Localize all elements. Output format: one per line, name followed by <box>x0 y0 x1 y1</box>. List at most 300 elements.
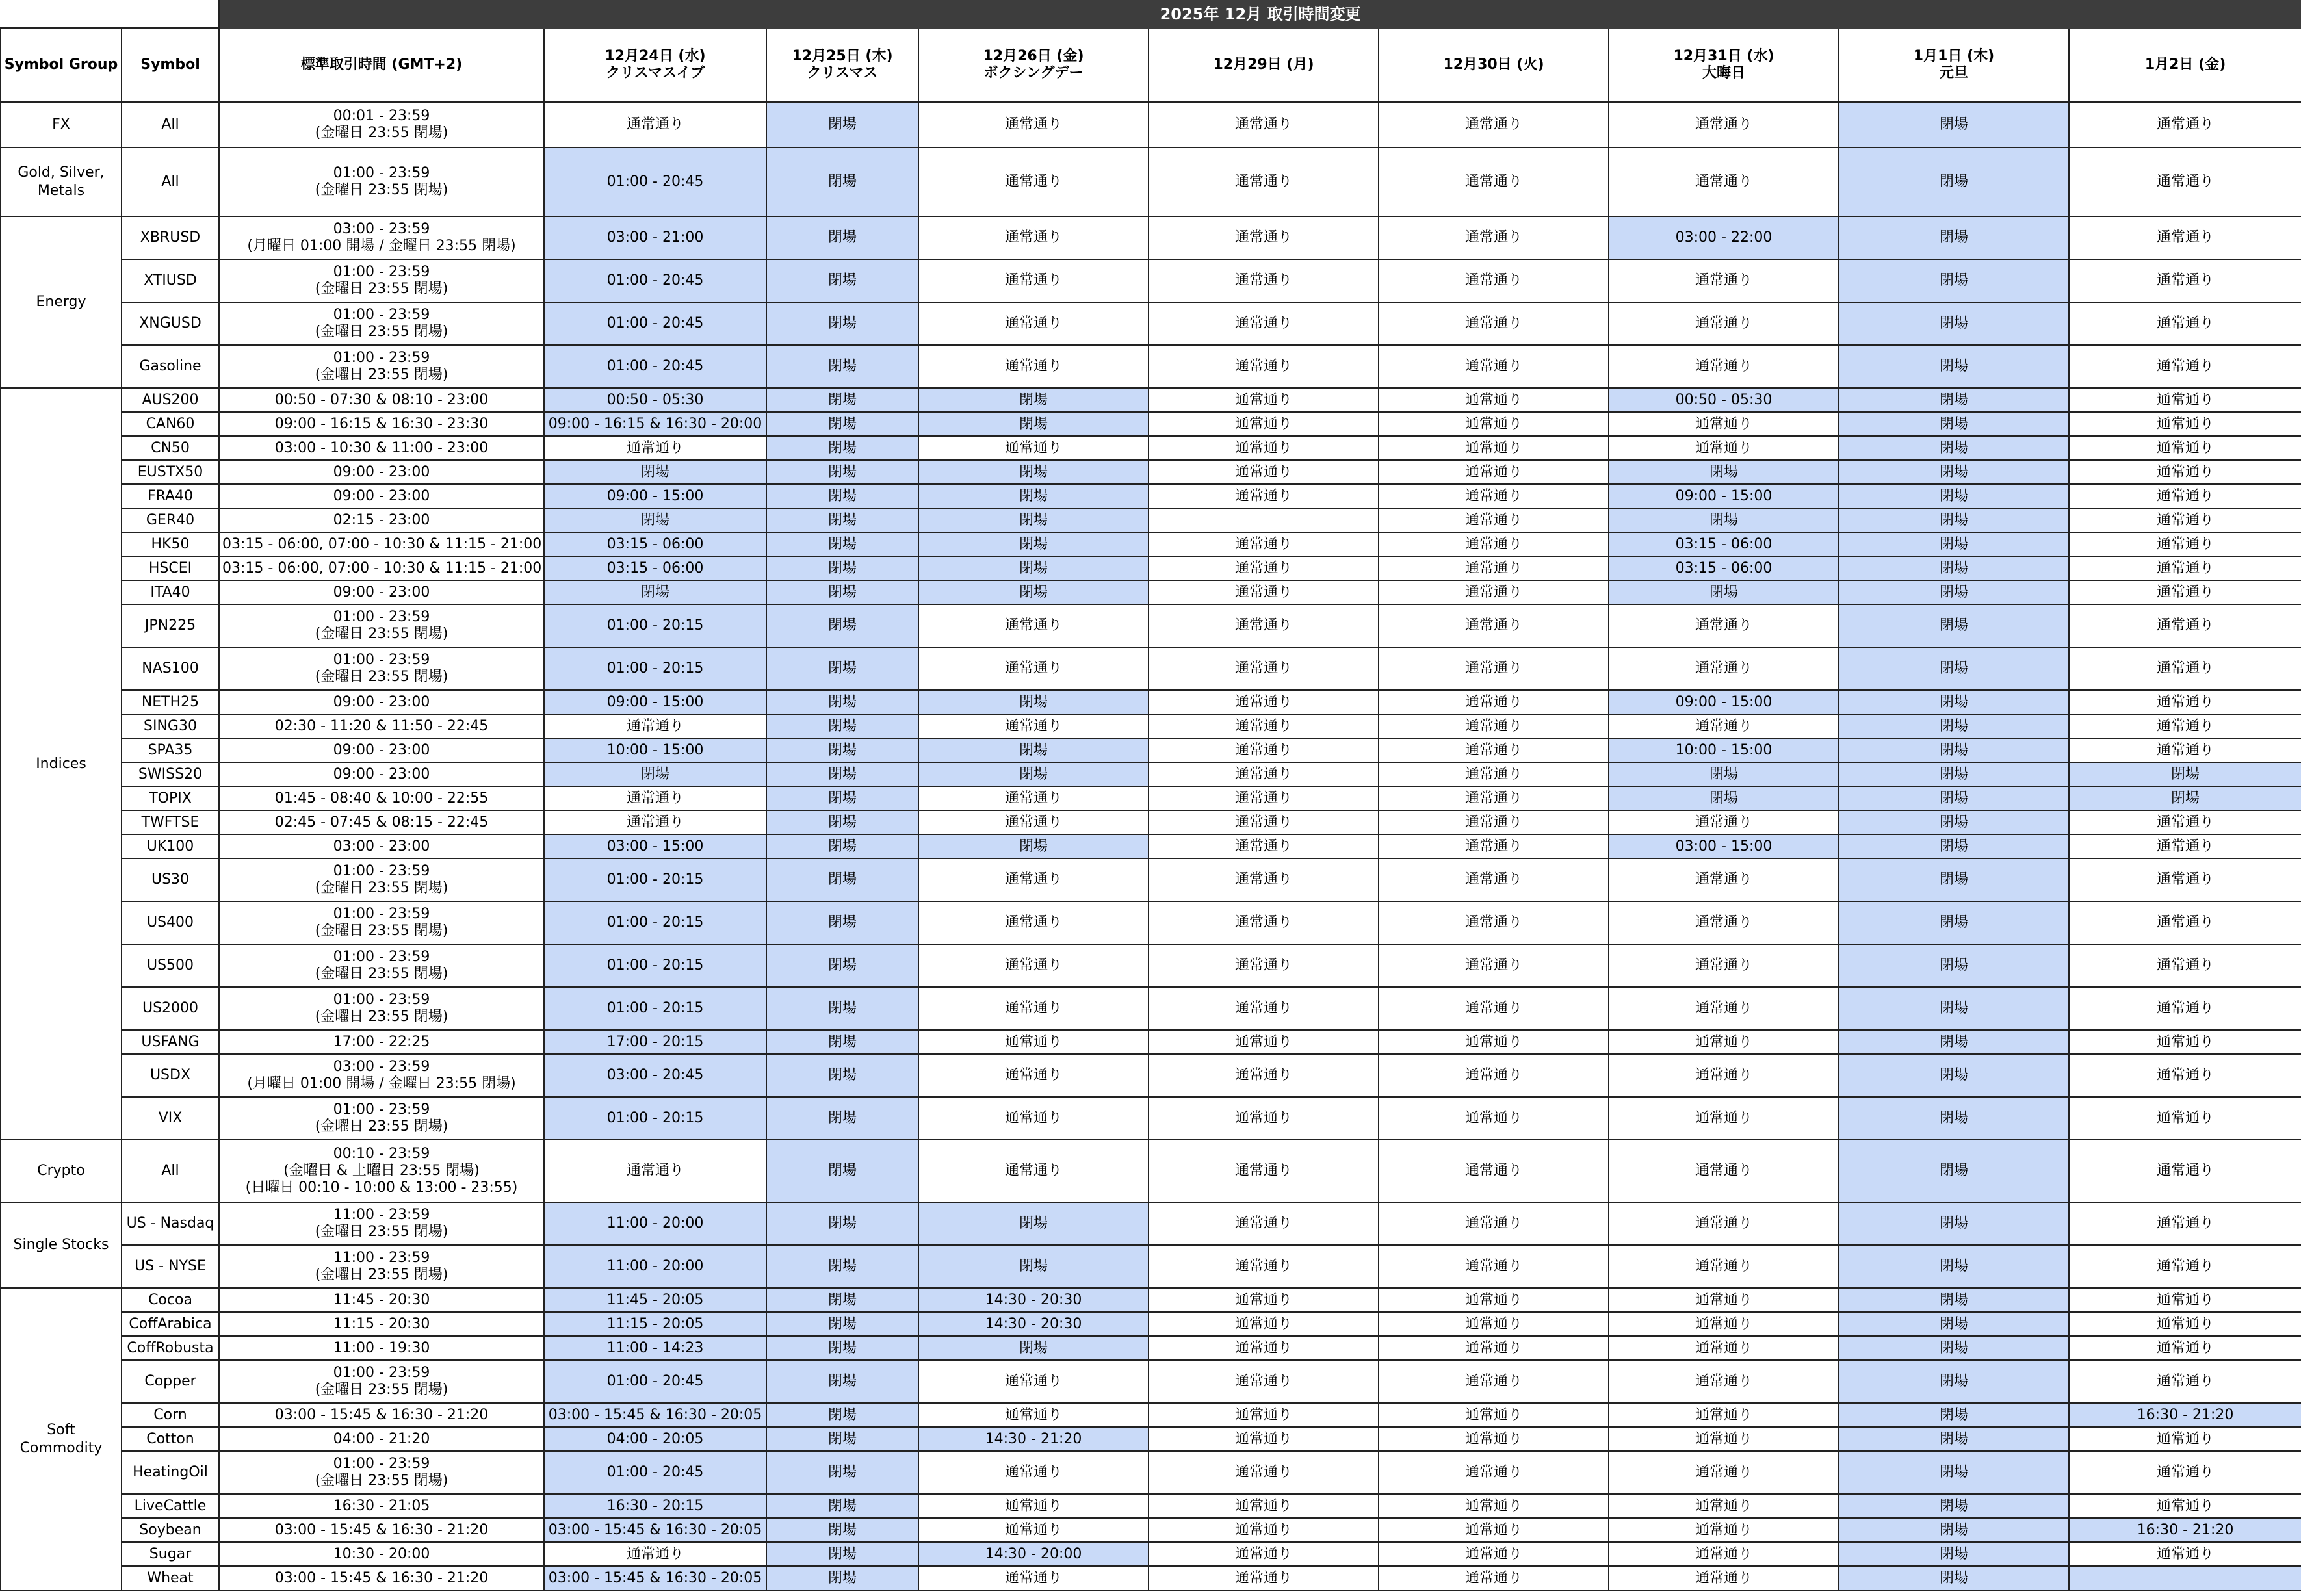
day-status-cell: 通常通り <box>1609 1202 1839 1245</box>
header-day-date: 12月26日 (金) <box>983 48 1084 64</box>
day-status-cell: 閉場 <box>544 460 766 484</box>
day-status-cell: 通常通り <box>1149 580 1379 604</box>
table-row <box>1 259 2301 302</box>
day-status-cell: 閉場 <box>918 532 1149 556</box>
day-status-cell: 通常通り <box>1149 216 1379 259</box>
table-row <box>1 436 2301 460</box>
table-row <box>1 1427 2301 1451</box>
day-status-cell: 通常通り <box>1379 1451 1609 1494</box>
day-status-cell: 閉場 <box>1839 1451 2069 1494</box>
day-status-cell: 通常通り <box>1149 1494 1379 1518</box>
table-row <box>1 580 2301 604</box>
symbol-group-cell: Soft Commodity <box>1 1288 122 1590</box>
day-status-cell: 閉場 <box>766 1542 918 1566</box>
day-status-cell: 通常通り <box>1149 1312 1379 1336</box>
day-status-cell: 閉場 <box>1839 436 2069 460</box>
standard-hours-line: (金曜日 23:55 閉場) <box>315 1382 448 1398</box>
symbol-cell: Gasoline <box>122 345 219 388</box>
day-status-cell: 閉場 <box>544 508 766 532</box>
day-status-cell: 通常通り <box>1149 1288 1379 1312</box>
day-status-cell: 通常通り <box>2069 690 2301 714</box>
day-status-cell: 通常通り <box>918 987 1149 1030</box>
standard-hours-line: 03:15 - 06:00, 07:00 - 10:30 & 11:15 - 21:00 <box>222 560 542 576</box>
day-status-cell: 閉場 <box>766 714 918 738</box>
day-status-cell: 閉場 <box>1839 762 2069 786</box>
standard-hours-cell <box>219 987 544 1030</box>
standard-hours-cell <box>219 1312 544 1336</box>
standard-hours-line: 04:00 - 21:20 <box>333 1430 430 1447</box>
day-status-cell: 14:30 - 20:00 <box>918 1542 1149 1566</box>
day-status-cell: 閉場 <box>918 580 1149 604</box>
day-status-cell: 通常通り <box>1609 1097 1839 1140</box>
day-status-cell: 閉場 <box>918 1202 1149 1245</box>
table-row <box>1 987 2301 1030</box>
day-status-cell: 01:00 - 20:15 <box>544 944 766 987</box>
day-status-cell: 通常通り <box>1149 388 1379 412</box>
standard-hours-line: 01:00 - 23:59 <box>333 1101 430 1118</box>
standard-hours-line: 09:00 - 23:00 <box>333 741 430 758</box>
day-status-cell: 閉場 <box>1839 412 2069 436</box>
standard-hours-line: (金曜日 23:55 閉場) <box>315 125 448 141</box>
standard-hours-line: 09:00 - 16:15 & 16:30 - 23:30 <box>274 415 489 432</box>
day-status-cell: 通常通り <box>1379 1312 1609 1336</box>
day-status-cell: 通常通り <box>2069 810 2301 834</box>
day-status-cell: 通常通り <box>1379 580 1609 604</box>
day-status-cell: 通常通り <box>544 1140 766 1202</box>
symbol-cell: Copper <box>122 1360 219 1403</box>
day-status-cell: 通常通り <box>2069 484 2301 508</box>
day-status-cell: 閉場 <box>1839 1202 2069 1245</box>
day-status-cell: 通常通り <box>1609 858 1839 901</box>
header-day-date: 12月24日 (水) <box>604 48 706 64</box>
day-status-cell: 通常通り <box>1149 1518 1379 1542</box>
standard-hours-line: 09:00 - 23:00 <box>333 693 430 710</box>
day-status-cell: 閉場 <box>766 532 918 556</box>
day-status-cell: 通常通り <box>2069 1336 2301 1360</box>
table-row <box>1 786 2301 810</box>
table-row <box>1 460 2301 484</box>
day-status-cell: 通常通り <box>1609 1494 1839 1518</box>
standard-hours-line: 00:50 - 07:30 & 08:10 - 23:00 <box>274 391 489 408</box>
standard-hours-cell <box>219 484 544 508</box>
day-status-cell: 16:30 - 20:15 <box>544 1494 766 1518</box>
standard-hours-line: 09:00 - 23:00 <box>333 463 430 480</box>
day-status-cell: 通常通り <box>2069 460 2301 484</box>
standard-hours-line: 00:01 - 23:59 <box>333 108 430 124</box>
standard-hours-cell <box>219 148 544 216</box>
day-status-cell: 通常通り <box>1149 460 1379 484</box>
day-status-cell: 通常通り <box>544 1542 766 1566</box>
symbol-cell: GER40 <box>122 508 219 532</box>
symbol-cell: ITA40 <box>122 580 219 604</box>
day-status-cell: 通常通り <box>1379 738 1609 762</box>
standard-hours-cell <box>219 532 544 556</box>
symbol-cell: Corn <box>122 1403 219 1427</box>
day-status-cell: 閉場 <box>766 690 918 714</box>
day-status-cell: 通常通り <box>1149 1140 1379 1202</box>
day-status-cell: 通常通り <box>1149 647 1379 690</box>
day-status-cell: 通常通り <box>2069 259 2301 302</box>
day-status-cell: 通常通り <box>2069 580 2301 604</box>
day-status-cell: 閉場 <box>1839 102 2069 148</box>
day-status-cell: 閉場 <box>1839 388 2069 412</box>
symbol-group-cell: Crypto <box>1 1140 122 1202</box>
standard-hours-line: (金曜日 23:55 閉場) <box>315 1009 448 1025</box>
day-status-cell: 通常通り <box>2069 148 2301 216</box>
standard-hours-line: (金曜日 23:55 閉場) <box>315 281 448 297</box>
table-row <box>1 1494 2301 1518</box>
standard-hours-cell <box>219 1140 544 1202</box>
table-row <box>1 1288 2301 1312</box>
day-status-cell: 閉場 <box>1839 580 2069 604</box>
day-status-cell: 通常通り <box>1609 302 1839 345</box>
day-status-cell: 通常通り <box>2069 556 2301 580</box>
standard-hours-cell <box>219 460 544 484</box>
standard-hours-cell <box>219 1542 544 1566</box>
day-status-cell: 通常通り <box>2069 1494 2301 1518</box>
day-status-cell: 通常通り <box>2069 647 2301 690</box>
day-status-cell: 09:00 - 16:15 & 16:30 - 20:00 <box>544 412 766 436</box>
day-status-cell: 通常通り <box>2069 302 2301 345</box>
day-status-cell: 閉場 <box>1609 580 1839 604</box>
day-status-cell: 通常通り <box>918 1140 1149 1202</box>
symbol-cell: Soybean <box>122 1518 219 1542</box>
day-status-cell: 閉場 <box>766 1140 918 1202</box>
standard-hours-line: (金曜日 23:55 閉場) <box>315 367 448 383</box>
day-status-cell <box>1149 508 1379 532</box>
standard-hours-line: 10:30 - 20:00 <box>333 1545 430 1562</box>
day-status-cell: 通常通り <box>1609 1245 1839 1288</box>
symbol-cell: VIX <box>122 1097 219 1140</box>
standard-hours-line: (金曜日 23:55 閉場) <box>315 923 448 939</box>
symbol-cell: TWFTSE <box>122 810 219 834</box>
day-status-cell: 閉場 <box>1839 944 2069 987</box>
day-status-cell: 通常通り <box>1149 762 1379 786</box>
day-status-cell: 通常通り <box>918 1451 1149 1494</box>
day-status-cell: 通常通り <box>1609 1451 1839 1494</box>
day-status-cell: 通常通り <box>1379 1054 1609 1097</box>
standard-hours-cell <box>219 647 544 690</box>
day-status-cell: 閉場 <box>918 1336 1149 1360</box>
table-row <box>1 738 2301 762</box>
day-status-cell: 01:00 - 20:45 <box>544 302 766 345</box>
standard-hours-line: 01:00 - 23:59 <box>333 609 430 625</box>
day-status-cell: 通常通り <box>1149 1202 1379 1245</box>
day-status-cell: 通常通り <box>2069 1427 2301 1451</box>
day-status-cell: 閉場 <box>1839 1427 2069 1451</box>
table-row <box>1 604 2301 647</box>
symbol-cell: HSCEI <box>122 556 219 580</box>
day-status-cell: 閉場 <box>766 1518 918 1542</box>
day-status-cell: 通常通り <box>1379 1336 1609 1360</box>
day-status-cell: 03:15 - 06:00 <box>544 556 766 580</box>
day-status-cell: 閉場 <box>766 858 918 901</box>
day-status-cell: 閉場 <box>1839 1097 2069 1140</box>
standard-hours-line: 03:00 - 10:30 & 11:00 - 23:00 <box>274 439 489 456</box>
day-status-cell: 通常通り <box>1379 532 1609 556</box>
day-status-cell: 閉場 <box>766 508 918 532</box>
day-status-cell: 閉場 <box>2069 786 2301 810</box>
standard-hours-line: (金曜日 23:55 閉場) <box>315 966 448 982</box>
day-status-cell: 03:00 - 15:00 <box>1609 834 1839 858</box>
standard-hours-cell <box>219 944 544 987</box>
day-status-cell: 03:15 - 06:00 <box>1609 556 1839 580</box>
day-status-cell: 01:00 - 20:15 <box>544 987 766 1030</box>
day-status-cell: 通常通り <box>1379 786 1609 810</box>
day-status-cell: 通常通り <box>1149 532 1379 556</box>
day-status-cell: 通常通り <box>1379 1542 1609 1566</box>
table-row <box>1 647 2301 690</box>
day-status-cell: 通常通り <box>1609 1403 1839 1427</box>
symbol-cell: All <box>122 102 219 148</box>
standard-hours-line: 02:15 - 23:00 <box>333 511 430 528</box>
symbol-cell: Cocoa <box>122 1288 219 1312</box>
standard-hours-line: 09:00 - 23:00 <box>333 487 430 504</box>
day-status-cell: 通常通り <box>2069 834 2301 858</box>
day-status-cell: 閉場 <box>918 508 1149 532</box>
day-status-cell: 閉場 <box>766 460 918 484</box>
header-row <box>1 28 2301 102</box>
standard-hours-cell <box>219 508 544 532</box>
day-status-cell: 通常通り <box>2069 532 2301 556</box>
table-row <box>1 810 2301 834</box>
day-status-cell: 通常通り <box>1149 1097 1379 1140</box>
day-status-cell: 閉場 <box>1839 1336 2069 1360</box>
day-status-cell: 通常通り <box>1609 345 1839 388</box>
day-status-cell: 通常通り <box>2069 345 2301 388</box>
day-status-cell: 閉場 <box>766 1427 918 1451</box>
day-status-cell: 09:00 - 15:00 <box>1609 690 1839 714</box>
standard-hours-line: 11:00 - 19:30 <box>333 1339 430 1356</box>
day-status-cell: 通常通り <box>1379 690 1609 714</box>
day-status-cell: 11:00 - 20:00 <box>544 1202 766 1245</box>
symbol-cell: TOPIX <box>122 786 219 810</box>
day-status-cell: 通常通り <box>1379 412 1609 436</box>
day-status-cell: 16:30 - 21:20 <box>2069 1518 2301 1542</box>
table-row <box>1 148 2301 216</box>
table-row <box>1 412 2301 436</box>
day-status-cell: 閉場 <box>766 436 918 460</box>
standard-hours-cell <box>219 1288 544 1312</box>
standard-hours-line: 03:00 - 15:45 & 16:30 - 21:20 <box>274 1569 489 1586</box>
table-row <box>1 302 2301 345</box>
symbol-cell: USFANG <box>122 1030 219 1054</box>
day-status-cell: 通常通り <box>918 1030 1149 1054</box>
day-status-cell: 通常通り <box>918 148 1149 216</box>
day-status-cell: 通常通り <box>2069 216 2301 259</box>
day-status-cell: 閉場 <box>918 484 1149 508</box>
day-status-cell: 閉場 <box>766 1360 918 1403</box>
table-row <box>1 216 2301 259</box>
header-day <box>1379 28 1609 102</box>
standard-hours-cell <box>219 302 544 345</box>
day-status-cell: 通常通り <box>1379 944 1609 987</box>
standard-hours-line: 02:30 - 11:20 & 11:50 - 22:45 <box>274 717 489 734</box>
day-status-cell: 閉場 <box>766 1097 918 1140</box>
standard-hours-line: 09:00 - 23:00 <box>333 766 430 782</box>
symbol-cell: SWISS20 <box>122 762 219 786</box>
day-status-cell: 01:00 - 20:45 <box>544 1451 766 1494</box>
standard-hours-line: (金曜日 23:55 閉場) <box>315 1267 448 1283</box>
day-status-cell: 閉場 <box>1839 690 2069 714</box>
header-day-date: 12月30日 (火) <box>1443 57 1544 73</box>
day-status-cell: 閉場 <box>766 148 918 216</box>
day-status-cell: 閉場 <box>1839 259 2069 302</box>
table-row <box>1 556 2301 580</box>
day-status-cell: 閉場 <box>766 738 918 762</box>
table-row <box>1 1245 2301 1288</box>
table-row <box>1 345 2301 388</box>
day-status-cell: 閉場 <box>1839 532 2069 556</box>
day-status-cell: 閉場 <box>1839 714 2069 738</box>
day-status-cell: 01:00 - 20:15 <box>544 901 766 944</box>
standard-hours-cell <box>219 1054 544 1097</box>
day-status-cell: 閉場 <box>766 834 918 858</box>
header-symbol: Symbol <box>122 28 219 102</box>
day-status-cell: 通常通り <box>2069 987 2301 1030</box>
header-day-name: 大晦日 <box>1702 65 1745 81</box>
day-status-cell: 03:00 - 15:45 & 16:30 - 20:05 <box>544 1403 766 1427</box>
day-status-cell: 通常通り <box>1379 259 1609 302</box>
day-status-cell: 閉場 <box>1839 901 2069 944</box>
day-status-cell: 04:00 - 20:05 <box>544 1427 766 1451</box>
symbol-cell: US500 <box>122 944 219 987</box>
symbol-cell: CoffArabica <box>122 1312 219 1336</box>
day-status-cell: 通常通り <box>2069 944 2301 987</box>
standard-hours-line: (金曜日 23:55 閉場) <box>315 1224 448 1240</box>
symbol-cell: UK100 <box>122 834 219 858</box>
table-row <box>1 1097 2301 1140</box>
standard-hours-cell <box>219 901 544 944</box>
symbol-cell: Wheat <box>122 1566 219 1590</box>
day-status-cell: 閉場 <box>766 987 918 1030</box>
symbol-cell: NETH25 <box>122 690 219 714</box>
day-status-cell: 01:00 - 20:45 <box>544 148 766 216</box>
standard-hours-cell <box>219 604 544 647</box>
day-status-cell: 閉場 <box>918 412 1149 436</box>
standard-hours-cell <box>219 690 544 714</box>
day-status-cell: 通常通り <box>1379 810 1609 834</box>
day-status-cell: 00:50 - 05:30 <box>544 388 766 412</box>
table-row <box>1 901 2301 944</box>
symbol-group-cell: Single Stocks <box>1 1202 122 1288</box>
day-status-cell: 閉場 <box>1839 216 2069 259</box>
symbol-cell: AUS200 <box>122 388 219 412</box>
day-status-cell: 閉場 <box>918 834 1149 858</box>
day-status-cell: 通常通り <box>1379 858 1609 901</box>
day-status-cell: 閉場 <box>918 762 1149 786</box>
day-status-cell: 通常通り <box>1379 302 1609 345</box>
day-status-cell <box>2069 1566 2301 1590</box>
day-status-cell: 通常通り <box>1379 1403 1609 1427</box>
table-row <box>1 1403 2301 1427</box>
day-status-cell: 閉場 <box>1839 1566 2069 1590</box>
standard-hours-line: 02:45 - 07:45 & 08:15 - 22:45 <box>274 814 489 830</box>
day-status-cell: 閉場 <box>918 460 1149 484</box>
day-status-cell: 通常通り <box>918 102 1149 148</box>
standard-hours-line: (月曜日 01:00 開場 / 金曜日 23:55 閉場) <box>247 238 516 254</box>
day-status-cell: 通常通り <box>1149 810 1379 834</box>
day-status-cell: 通常通り <box>1379 216 1609 259</box>
symbol-cell: CAN60 <box>122 412 219 436</box>
header-day-date: 1月1日 (木) <box>1913 48 1995 64</box>
standard-hours-line: 03:00 - 23:59 <box>333 1059 430 1075</box>
standard-hours-line: 03:00 - 15:45 & 16:30 - 21:20 <box>274 1521 489 1538</box>
standard-hours-line: 11:45 - 20:30 <box>333 1291 430 1308</box>
day-status-cell: 通常通り <box>1609 102 1839 148</box>
day-status-cell: 閉場 <box>766 388 918 412</box>
header-day <box>544 28 766 102</box>
day-status-cell: 閉場 <box>1839 738 2069 762</box>
table-row <box>1 1140 2301 1202</box>
day-status-cell: 01:00 - 20:45 <box>544 1360 766 1403</box>
standard-hours-line: 11:00 - 23:59 <box>333 1207 430 1223</box>
day-status-cell: 通常通り <box>1379 388 1609 412</box>
day-status-cell: 通常通り <box>2069 714 2301 738</box>
day-status-cell: 01:00 - 20:15 <box>544 647 766 690</box>
standard-hours-cell <box>219 1336 544 1360</box>
standard-hours-line: (日曜日 00:10 - 10:00 & 13:00 - 23:55) <box>245 1179 518 1196</box>
standard-hours-cell <box>219 1451 544 1494</box>
day-status-cell: 通常通り <box>1609 412 1839 436</box>
day-status-cell: 通常通り <box>1149 345 1379 388</box>
day-status-cell: 閉場 <box>766 1403 918 1427</box>
day-status-cell: 通常通り <box>2069 388 2301 412</box>
day-status-cell: 通常通り <box>1149 259 1379 302</box>
standard-hours-line: 01:00 - 23:59 <box>333 307 430 323</box>
table-row <box>1 1360 2301 1403</box>
day-status-cell: 通常通り <box>1609 901 1839 944</box>
day-status-cell: 閉場 <box>766 901 918 944</box>
standard-hours-cell <box>219 858 544 901</box>
day-status-cell: 閉場 <box>766 786 918 810</box>
day-status-cell: 09:00 - 15:00 <box>544 484 766 508</box>
standard-hours-line: 01:00 - 23:59 <box>333 652 430 668</box>
standard-hours-line: 01:00 - 23:59 <box>333 1456 430 1472</box>
table-row <box>1 1451 2301 1494</box>
day-status-cell: 閉場 <box>1609 460 1839 484</box>
day-status-cell: 通常通り <box>2069 508 2301 532</box>
day-status-cell: 閉場 <box>766 1494 918 1518</box>
standard-hours-cell <box>219 786 544 810</box>
day-status-cell: 通常通り <box>1149 1427 1379 1451</box>
day-status-cell: 通常通り <box>1609 1312 1839 1336</box>
day-status-cell: 通常通り <box>1609 944 1839 987</box>
day-status-cell: 通常通り <box>1149 436 1379 460</box>
day-status-cell: 閉場 <box>1839 460 2069 484</box>
day-status-cell: 閉場 <box>766 259 918 302</box>
symbol-cell: XTIUSD <box>122 259 219 302</box>
header-day <box>1839 28 2069 102</box>
day-status-cell: 通常通り <box>1149 1451 1379 1494</box>
day-status-cell: 通常通り <box>918 436 1149 460</box>
day-status-cell: 01:00 - 20:15 <box>544 604 766 647</box>
standard-hours-cell <box>219 714 544 738</box>
day-status-cell: 通常通り <box>1149 102 1379 148</box>
day-status-cell: 閉場 <box>766 1566 918 1590</box>
symbol-cell: US - NYSE <box>122 1245 219 1288</box>
day-status-cell: 通常通り <box>1609 1566 1839 1590</box>
day-status-cell: 01:00 - 20:15 <box>544 1097 766 1140</box>
day-status-cell: 01:00 - 20:45 <box>544 259 766 302</box>
day-status-cell: 閉場 <box>1839 604 2069 647</box>
day-status-cell: 通常通り <box>1149 556 1379 580</box>
day-status-cell: 03:15 - 06:00 <box>1609 532 1839 556</box>
day-status-cell: 通常通り <box>2069 436 2301 460</box>
day-status-cell: 通常通り <box>1149 302 1379 345</box>
symbol-cell: All <box>122 148 219 216</box>
day-status-cell: 通常通り <box>1609 148 1839 216</box>
